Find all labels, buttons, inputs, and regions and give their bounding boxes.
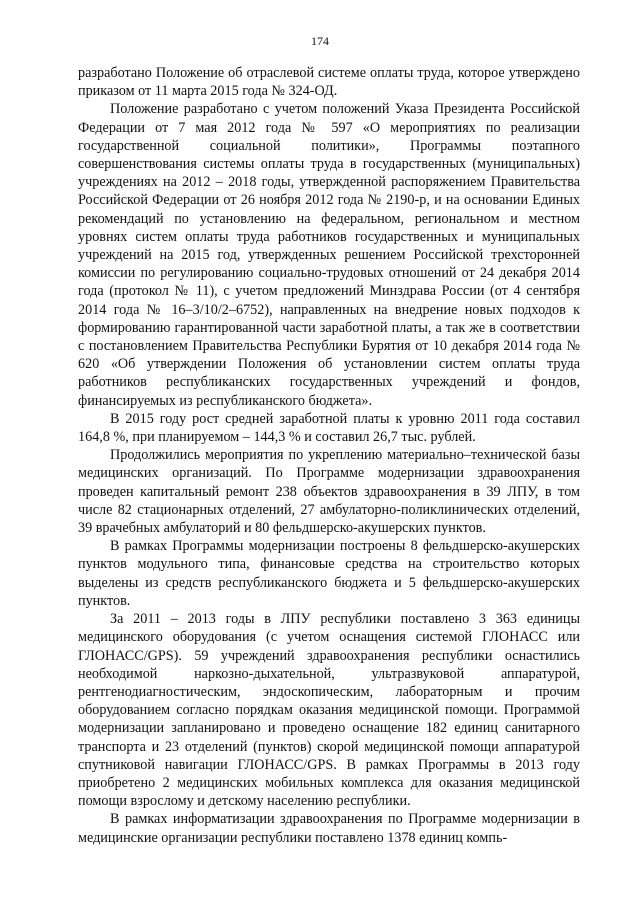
document-body [78, 64, 580, 847]
paragraph-4: Продолжились мероприятия по укреплению материально–технической базы медицинских организаций. По Программе модернизации здравоохранения проведен капитальный ремонт 238 объектов здравоохранения в 39 ЛПУ, в том числе 82 стационарных отделений, 27 амбулаторно-поликлинических отделений, 39 врачебных амбулаторий и 80 фельдшерско-акушерских пунктов. [78, 447, 580, 537]
paragraph-2: Положение разработано с учетом положений Указа Президента Российской Федерации от 7 мая 2012 года № 597 «О мероприятиях по реализации государственной социальной политики», Программы поэтапного совершенствования системы оплаты труда в государственных (муниципальных) учреждениях на 2012 – 2018 годы, утвержденной распоряжением Правительства Российской Федерации от 26 ноября 2012 года № 2190-р, и на основании Единых рекомендаций по установлению на федеральном, региональном и местном уровнях систем оплаты труда работников государственных и муниципальных учреждений на 2015 год, утвержденных решением Российской трехсторонней комиссии по регулированию социально-трудовых отношений от 24 декабря 2014 года (протокол № 11), с учетом предложений Минздрава России (от 4 сентября 2014 года № 16–3/10/2–6752), направленных на внедрение новых подходов к формированию гарантированной части заработной платы, а так же в соответствии с постановлением Правительства Республики Бурятия от 10 декабря 2014 года № 620 «Об утверждении Положения об установлении систем оплаты труда работников республиканских государственных учреждений и фондов, финансируемых из республиканского бюджета». [78, 101, 580, 409]
paragraph-7: В рамках информатизации здравоохранения по Программе модернизации в медицинские организации республики поставлено 1378 единиц компь- [78, 811, 580, 846]
paragraph-3: В 2015 году рост средней заработной платы к уровню 2011 года составил 164,8 %, при планируемом – 144,3 % и составил 26,7 тыс. рублей. [78, 410, 580, 446]
paragraph-5: В рамках Программы модернизации построены 8 фельдшерско-акушерских пунктов модульного типа, финансовые средства на строительство которых выделены из средств республиканского бюджета и 5 фельдшерско-акушерских пунктов. [78, 538, 580, 609]
page-number: 174 [311, 34, 329, 48]
paragraph-6: За 2011 – 2013 годы в ЛПУ республики поставлено 3 363 единицы медицинского оборудования (с учетом оснащения системой ГЛОНАСС или ГЛОНАСС/GPS). 59 учреждений здравоохранения республики оснастились необходимой наркозно-дыхательной, ультразвуковой аппаратурой, рентгенодиагностическим, эндоскопическим, лабораторным и прочим оборудованием согласно порядкам оказания медицинской помощи. Программой модернизации запланировано и проведено оснащение 182 единиц санитарного транспорта и 23 отделений (пунктов) скорой медицинской помощи аппаратурой спутниковой навигации ГЛОНАСС/GPS. В рамках Программы в 2013 году приобретено 2 медицинских мобильных комплекса для оказания медицинской помощи взрослому и детскому населению республики. [78, 611, 580, 810]
paragraph-1: разработано Положение об отраслевой системе оплаты труда, которое утверждено приказом от 11 марта 2015 года № 324-ОД. [78, 65, 580, 100]
